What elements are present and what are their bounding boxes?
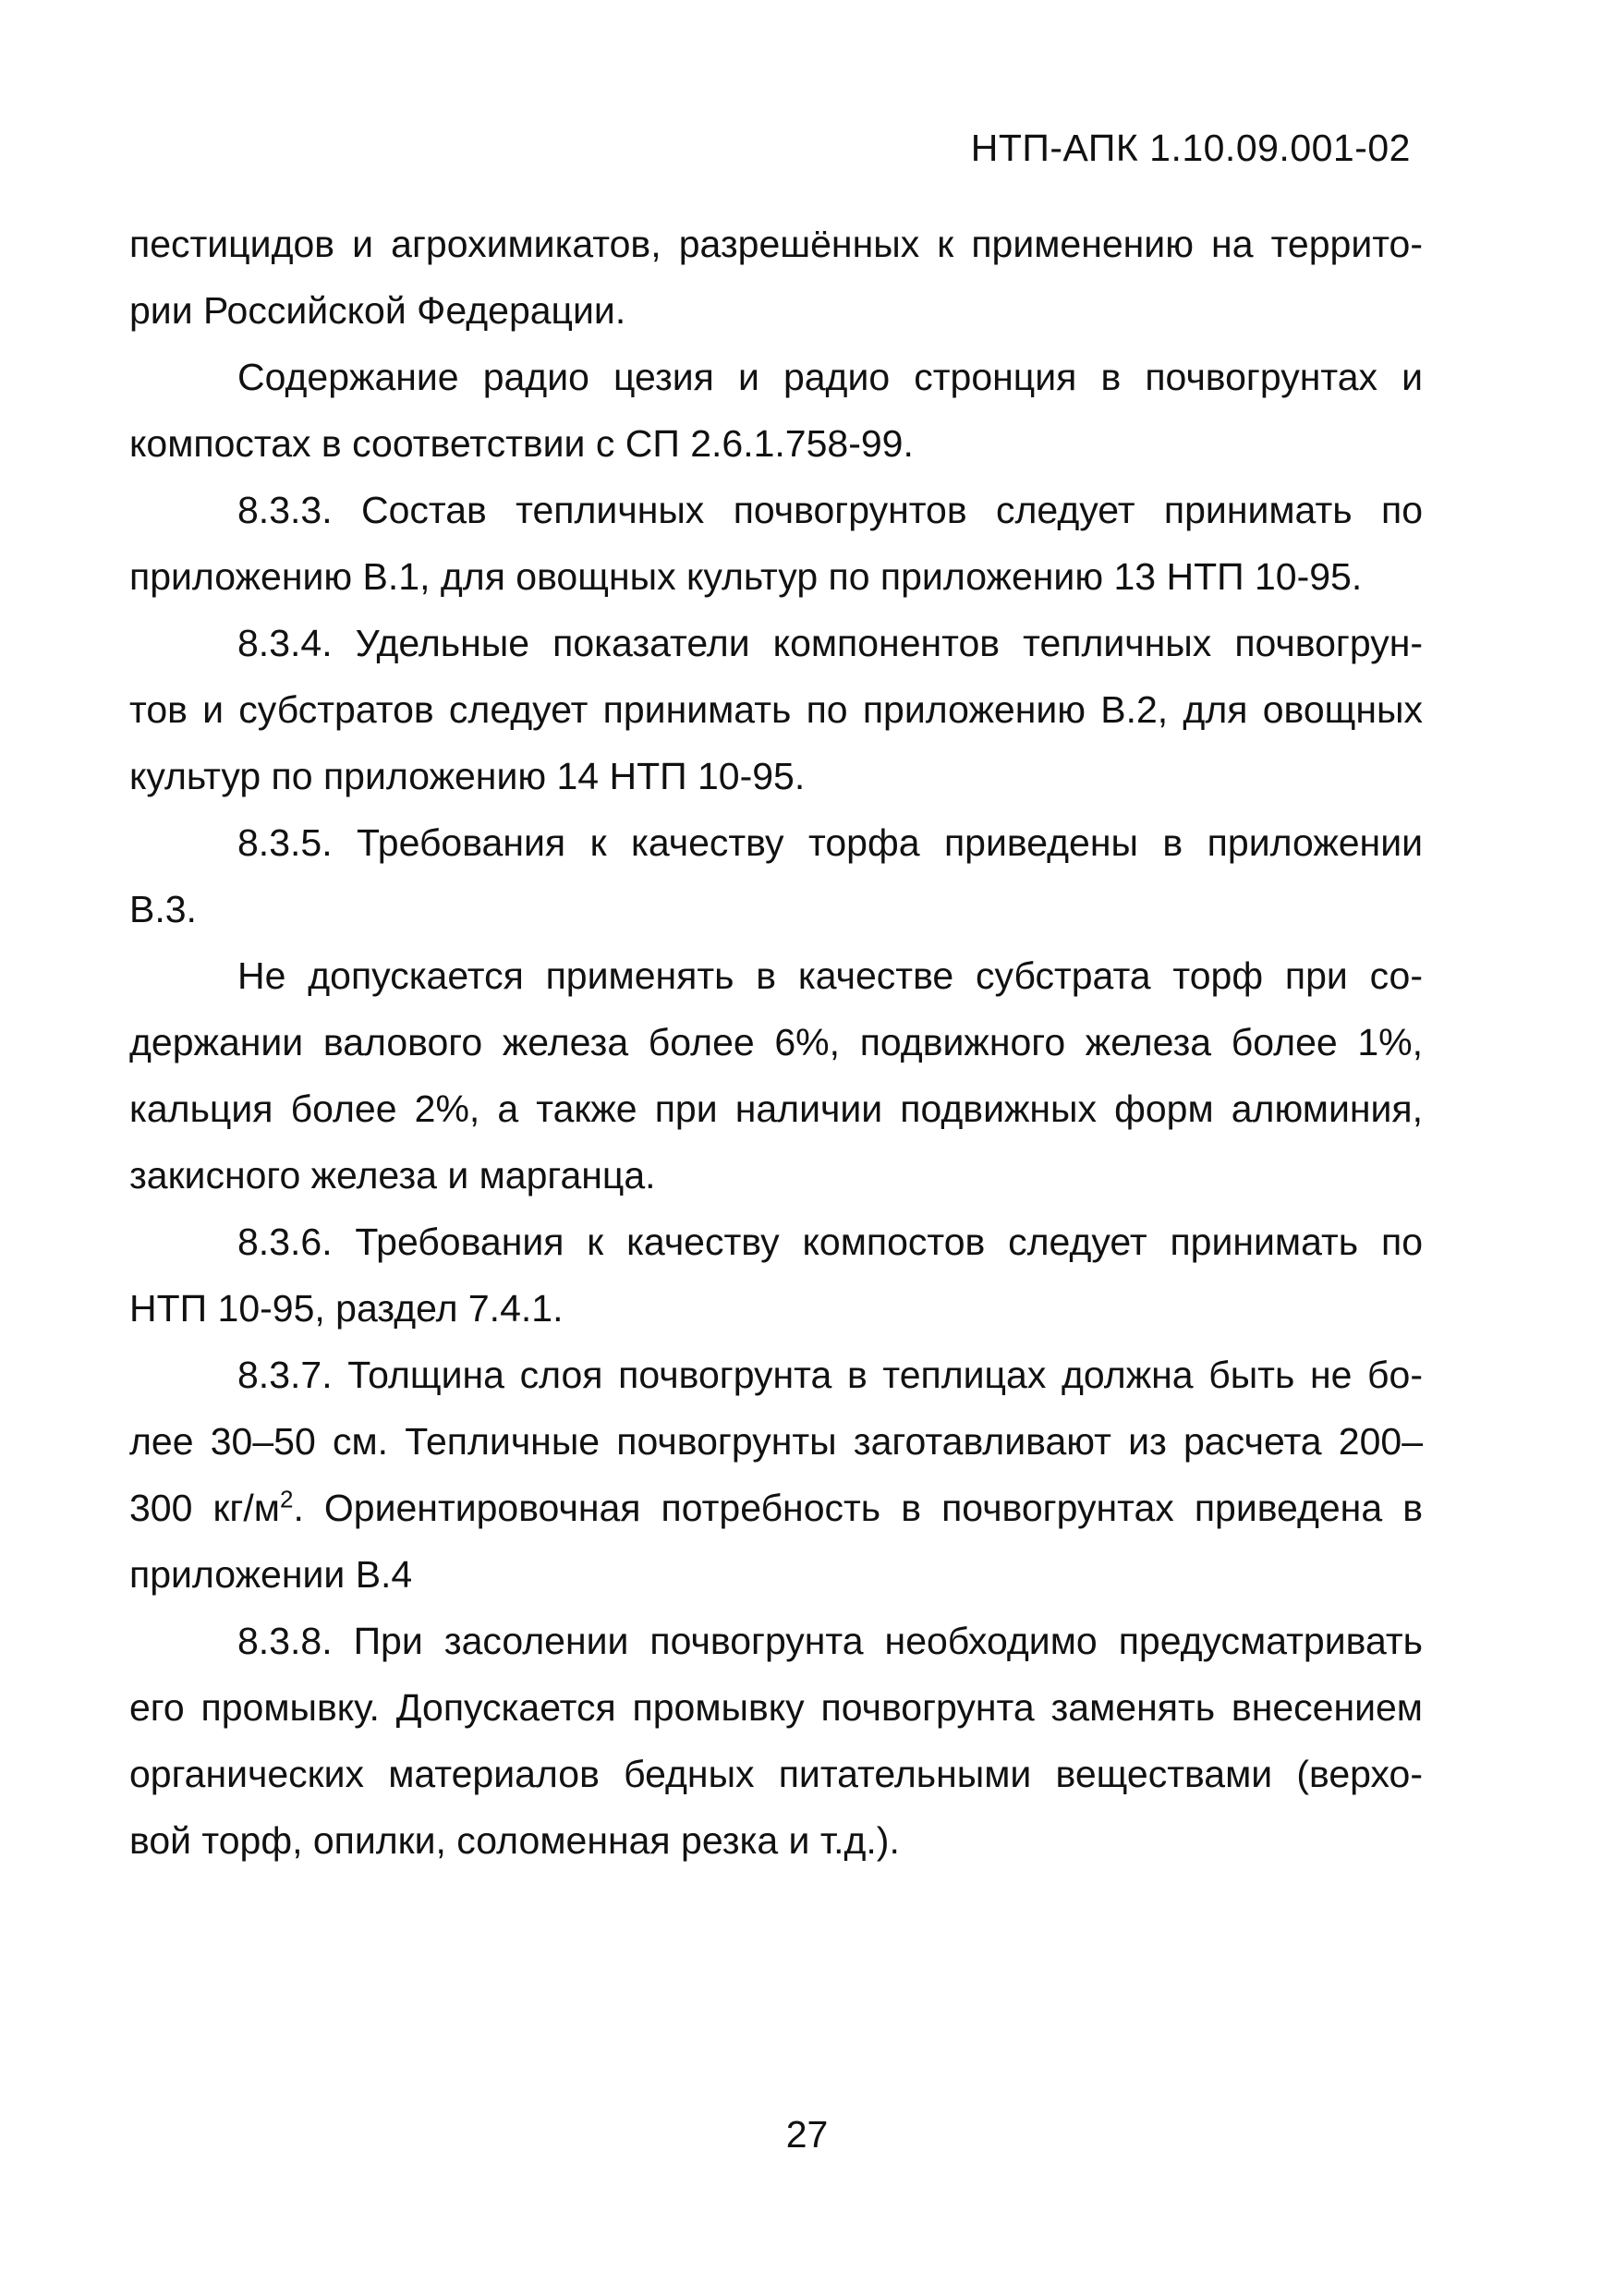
document-body	[129, 211, 1423, 1874]
paragraph-radionuclides	[129, 344, 1423, 477]
text-line: 8.3.8. При засолении почвогрунта необходимо предусматривать	[237, 1620, 1423, 1662]
paragraph-8-3-3	[129, 477, 1423, 610]
text-line: культур по приложению 14 НТП 10-95.	[129, 755, 806, 797]
text-line: кальция более 2%, а также при наличии подвижных форм алюминия,	[129, 1087, 1423, 1130]
paragraph-8-3-8	[129, 1608, 1423, 1874]
page-number: 27	[785, 2113, 829, 2156]
text-line: 8.3.5. Требования к качеству торфа приведены в приложении	[237, 821, 1423, 864]
text-line: 8.3.3. Состав тепличных почвогрунтов следует принимать по	[237, 489, 1423, 531]
text-line: лее 30–50 см. Тепличные почвогрунты заготавливают из расчета 200–	[129, 1420, 1423, 1463]
text-fragment: 300 кг/м	[129, 1487, 280, 1529]
text-line: держании валового железа более 6%, подвижного железа более 1%,	[129, 1021, 1423, 1063]
text-fragment: . Ориентировочная потребность в почвогрунтах приведена в	[293, 1487, 1423, 1529]
text-line: пестицидов и агрохимикатов, разрешённых к применению на террито-	[129, 223, 1423, 265]
superscript-exponent: 2	[279, 1485, 294, 1513]
text-line: НТП 10-95, раздел 7.4.1.	[129, 1287, 564, 1330]
text-line: Содержание радио цезия и радио стронция в почвогрунтах и	[237, 356, 1423, 398]
text-line: органических материалов бедных питательными веществами (верхо-	[129, 1753, 1423, 1795]
text-line: тов и субстратов следует принимать по приложению В.2, для овощных	[129, 688, 1423, 731]
text-line: вой торф, опилки, соломенная резка и т.д.).	[129, 1819, 900, 1862]
document-code-header: НТП-АПК 1.10.09.001-02	[970, 127, 1411, 169]
text-line: Не допускается применять в качестве субстрата торф при со-	[237, 954, 1423, 997]
paragraph-8-3-5	[129, 809, 1423, 942]
text-line: 8.3.7. Толщина слоя почвогрунта в теплицах должна быть не бо-	[237, 1354, 1423, 1396]
text-line: 8.3.4. Удельные показатели компонентов тепличных почвогрун-	[237, 622, 1423, 664]
paragraph-8-3-4	[129, 610, 1423, 809]
text-line: приложению В.1, для овощных культур по приложению 13 НТП 10-95.	[129, 555, 1363, 598]
paragraph-8-3-6	[129, 1209, 1423, 1342]
paragraph-peat-restrictions	[129, 942, 1423, 1209]
text-line: его промывку. Допускается промывку почвогрунта заменять внесением	[129, 1686, 1423, 1729]
paragraph-8-3-7	[129, 1342, 1423, 1608]
text-line-with-superscript	[129, 1475, 1423, 1541]
paragraph-pesticides-continuation	[129, 211, 1423, 344]
text-line: рии Российской Федерации.	[129, 289, 626, 332]
text-line: 8.3.6. Требования к качеству компостов следует принимать по	[237, 1221, 1423, 1263]
text-line: В.3.	[129, 888, 197, 930]
text-line: приложении В.4	[129, 1553, 413, 1596]
text-line: закисного железа и марганца.	[129, 1154, 656, 1197]
text-line: компостах в соответствии с СП 2.6.1.758-99.	[129, 422, 914, 465]
